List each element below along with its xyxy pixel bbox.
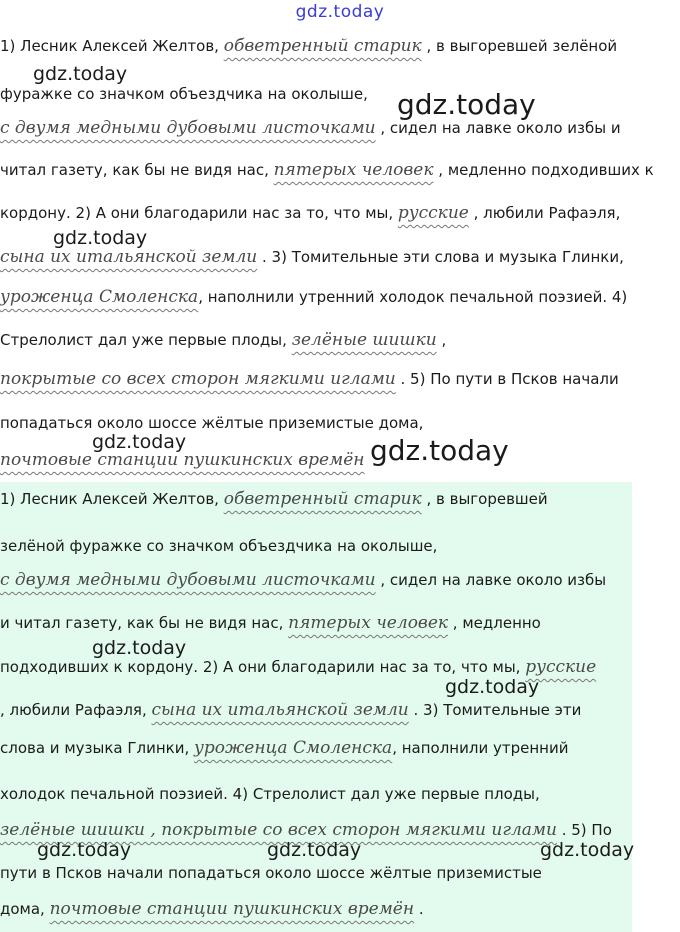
text-line [0,489,548,509]
text-line [0,536,437,556]
handwritten-phrase: сына их итальянской земли [151,700,409,720]
text-line [0,784,540,804]
printed-text: подходивших к кордону. 2) А они благодарили нас за то, что мы, [0,658,526,676]
printed-text: фуражке со значком объездчика на околыше, [0,85,368,103]
watermark: gdz.today [33,63,128,85]
printed-text: , любили Рафаэля, [468,204,621,222]
text-line [0,369,619,389]
watermark-top: gdz.today [295,2,385,22]
printed-text: , в выгоревшей [421,490,548,508]
printed-text: холодок печальной поэзией. 4) Стрелолист дал уже первые плоды, [0,785,540,803]
handwritten-phrase: с двумя медными дубовыми листочками [0,118,376,138]
handwritten-phrase: уроженца Смоленска [0,287,199,307]
printed-text: , любили Рафаэля, [0,701,152,719]
handwritten-phrase: обветренный старик [223,489,422,509]
printed-text: , сидел на лавке около избы [375,571,607,589]
text-line [0,287,627,307]
text-line [0,570,606,590]
watermark: gdz.today [92,637,187,659]
printed-text: пути в Псков начали попадаться около шоссе жёлтые приземистые [0,864,542,882]
text-line [0,820,612,840]
handwritten-phrase: русские [525,657,597,677]
printed-text: попадаться около шоссе жёлтые приземистые дома, [0,414,424,432]
handwritten-phrase: зелёные шишки , покрытые со всех сторон мягкими иглами [0,820,557,840]
text-line [0,700,581,720]
watermark: gdz.today [92,431,187,453]
watermark: gdz.today [445,676,540,698]
handwritten-phrase: пятерых человек [288,613,449,633]
handwritten-phrase: покрытые со всех сторон мягкими иглами [0,369,396,389]
printed-text: Стрелолист дал уже первые плоды, [0,331,292,349]
printed-text: , сидел на лавке около избы и [375,119,621,137]
handwritten-phrase: сына их итальянской земли [0,247,258,267]
text-line [0,203,620,223]
printed-text: , наполнили утренний [392,739,569,757]
text-line [0,613,541,633]
watermark: gdz.today [267,839,362,861]
text-line [0,84,368,104]
text-line [0,413,423,433]
handwritten-phrase: с двумя медными дубовыми листочками [0,570,376,590]
watermark: gdz.today [397,88,536,121]
printed-text: . 3) Томительные эти слова и музыка Глинки, [257,248,624,266]
printed-text: читал газету, как бы не видя нас, [0,161,274,179]
text-line [0,118,621,138]
printed-text: . 5) По пути в Псков начали [395,370,619,388]
printed-text: кордону. 2) А они благодарили нас за то, что мы, [0,204,398,222]
printed-text: 1) Лесник Алексей Желтов, [0,37,224,55]
printed-text: , наполнили утренний холодок печальной поэзией. 4) [198,288,628,306]
text-line [0,657,596,677]
printed-text: , в выгоревшей зелёной [421,37,618,55]
printed-text: 1) Лесник Алексей Желтов, [0,490,224,508]
handwritten-phrase: русские [397,203,469,223]
watermark: gdz.today [37,839,132,861]
handwritten-phrase: почтовые станции пушкинских времён [0,450,365,470]
handwritten-phrase: пятерых человек [273,160,434,180]
printed-text: слова и музыка Глинки, [0,739,194,757]
text-line [0,899,424,919]
handwritten-phrase: почтовые станции пушкинских времён [49,899,415,919]
printed-text: . [414,900,424,918]
text-line [0,450,364,470]
printed-text: , [436,331,447,349]
text-line [0,247,624,267]
printed-text: . 5) По [556,821,612,839]
printed-text: и читал газету, как бы не видя нас, [0,614,289,632]
text-line [0,863,542,883]
printed-text: , медленно подходивших к [433,161,654,179]
printed-text: зелёной фуражке со значком объездчика на околыше, [0,537,438,555]
text-line [0,160,654,180]
watermark: gdz.today [540,839,635,861]
text-line [0,36,617,56]
handwritten-phrase: уроженца Смоленска [194,738,393,758]
printed-text: дома, [0,900,50,918]
watermark: gdz.today [53,227,148,249]
handwritten-phrase: обветренный старик [223,36,422,56]
printed-text: . 3) Томительные эти [408,701,582,719]
watermark: gdz.today [370,434,509,467]
text-line [0,330,446,350]
handwritten-phrase: зелёные шишки [291,330,437,350]
printed-text: , медленно [448,614,541,632]
text-line [0,738,568,758]
